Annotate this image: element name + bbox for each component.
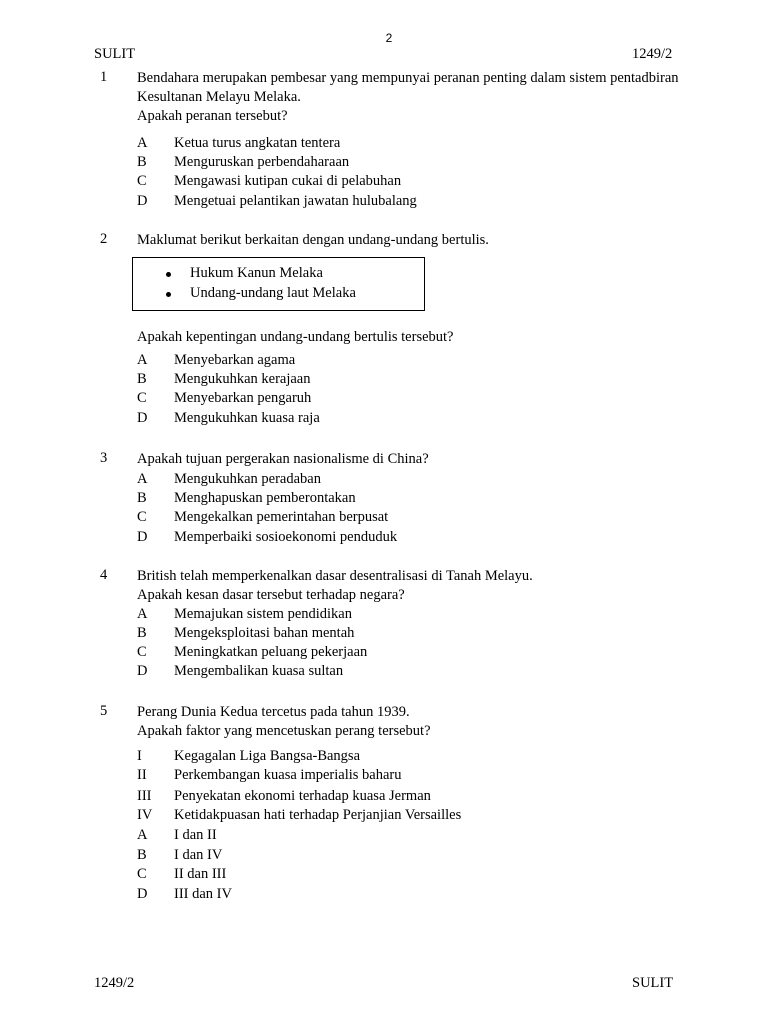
question-stem-line: British telah memperkenalkan dasar desentralisasi di Tanah Melayu.	[137, 568, 533, 584]
option-text: Menyebarkan agama	[174, 352, 296, 368]
question-stem-line: Apakah peranan tersebut?	[137, 108, 288, 124]
question-stem-line: Maklumat berikut berkaitan dengan undang-undang bertulis.	[137, 232, 489, 248]
question-stem-line: Apakah kesan dasar tersebut terhadap negara?	[137, 587, 405, 603]
question-number: 4	[100, 567, 108, 583]
option-text: Memajukan sistem pendidikan	[174, 606, 352, 622]
info-bullet-text: Undang-undang laut Melaka	[190, 285, 356, 301]
option-letter: A	[137, 827, 148, 843]
option-text: Mengeksploitasi bahan mentah	[174, 625, 355, 641]
option-text: Mengawasi kutipan cukai di pelabuhan	[174, 173, 402, 189]
bullet-icon	[166, 292, 171, 297]
option-text: I dan II	[174, 827, 217, 843]
option-text: Mengukuhkan kuasa raja	[174, 410, 320, 426]
option-letter: D	[137, 410, 148, 426]
information-box	[132, 257, 425, 311]
statement-text: Kegagalan Liga Bangsa-Bangsa	[174, 748, 361, 764]
statement-numeral: I	[137, 748, 142, 764]
header-paper-code: 1249/2	[632, 46, 673, 62]
footer-classification: SULIT	[632, 975, 674, 991]
option-letter: C	[137, 173, 147, 189]
question-number: 1	[100, 69, 108, 85]
question-stem-line: Apakah tujuan pergerakan nasionalisme di China?	[137, 451, 429, 467]
option-letter: B	[137, 490, 147, 506]
option-letter: D	[137, 529, 148, 545]
option-text: Mengekalkan pemerintahan berpusat	[174, 509, 389, 525]
question-stem-line: Kesultanan Melayu Melaka.	[137, 89, 301, 105]
option-text: Menguruskan perbendaharaan	[174, 154, 350, 170]
question-number: 5	[100, 703, 108, 719]
statement-numeral: III	[137, 788, 152, 804]
option-letter: A	[137, 135, 148, 151]
info-bullet-text: Hukum Kanun Melaka	[190, 265, 323, 281]
option-text: Mengembalikan kuasa sultan	[174, 663, 344, 679]
statement-numeral: II	[137, 767, 147, 783]
footer-paper-code: 1249/2	[94, 975, 135, 991]
option-letter: C	[137, 390, 147, 406]
option-letter: A	[137, 352, 148, 368]
question-stem-line: Perang Dunia Kedua tercetus pada tahun 1939.	[137, 704, 410, 720]
statement-numeral: IV	[137, 807, 153, 823]
option-letter: D	[137, 886, 148, 902]
option-letter: B	[137, 847, 147, 863]
question-number: 3	[100, 450, 108, 466]
option-text: I dan IV	[174, 847, 223, 863]
option-text: Menghapuskan pemberontakan	[174, 490, 356, 506]
option-letter: C	[137, 509, 147, 525]
option-text: II dan III	[174, 866, 227, 882]
option-letter: A	[137, 606, 148, 622]
option-letter: B	[137, 154, 147, 170]
option-text: Ketua turus angkatan tentera	[174, 135, 341, 151]
question-prompt: Apakah kepentingan undang-undang bertulis tersebut?	[137, 329, 454, 345]
option-text: Memperbaiki sosioekonomi penduduk	[174, 529, 398, 545]
option-text: Meningkatkan peluang pekerjaan	[174, 644, 368, 660]
statement-text: Penyekatan ekonomi terhadap kuasa Jerman	[174, 788, 431, 804]
option-letter: B	[137, 371, 147, 387]
option-letter: C	[137, 644, 147, 660]
option-letter: D	[137, 663, 148, 679]
question-number: 2	[100, 231, 108, 247]
option-letter: D	[137, 193, 148, 209]
option-letter: C	[137, 866, 147, 882]
option-letter: B	[137, 625, 147, 641]
option-text: III dan IV	[174, 886, 232, 902]
question-stem-line: Apakah faktor yang mencetuskan perang tersebut?	[137, 723, 431, 739]
question-stem-line: Bendahara merupakan pembesar yang mempunyai peranan penting dalam sistem pentadbiran	[137, 70, 679, 86]
header-classification: SULIT	[94, 46, 136, 62]
option-text: Mengukuhkan kerajaan	[174, 371, 311, 387]
option-text: Mengukuhkan peradaban	[174, 471, 321, 487]
bullet-icon	[166, 272, 171, 277]
statement-text: Ketidakpuasan hati terhadap Perjanjian Versailles	[174, 807, 462, 823]
option-letter: A	[137, 471, 148, 487]
statement-text: Perkembangan kuasa imperialis baharu	[174, 767, 402, 783]
option-text: Mengetuai pelantikan jawatan hulubalang	[174, 193, 417, 209]
option-text: Menyebarkan pengaruh	[174, 390, 312, 406]
page-number: 2	[385, 31, 393, 45]
